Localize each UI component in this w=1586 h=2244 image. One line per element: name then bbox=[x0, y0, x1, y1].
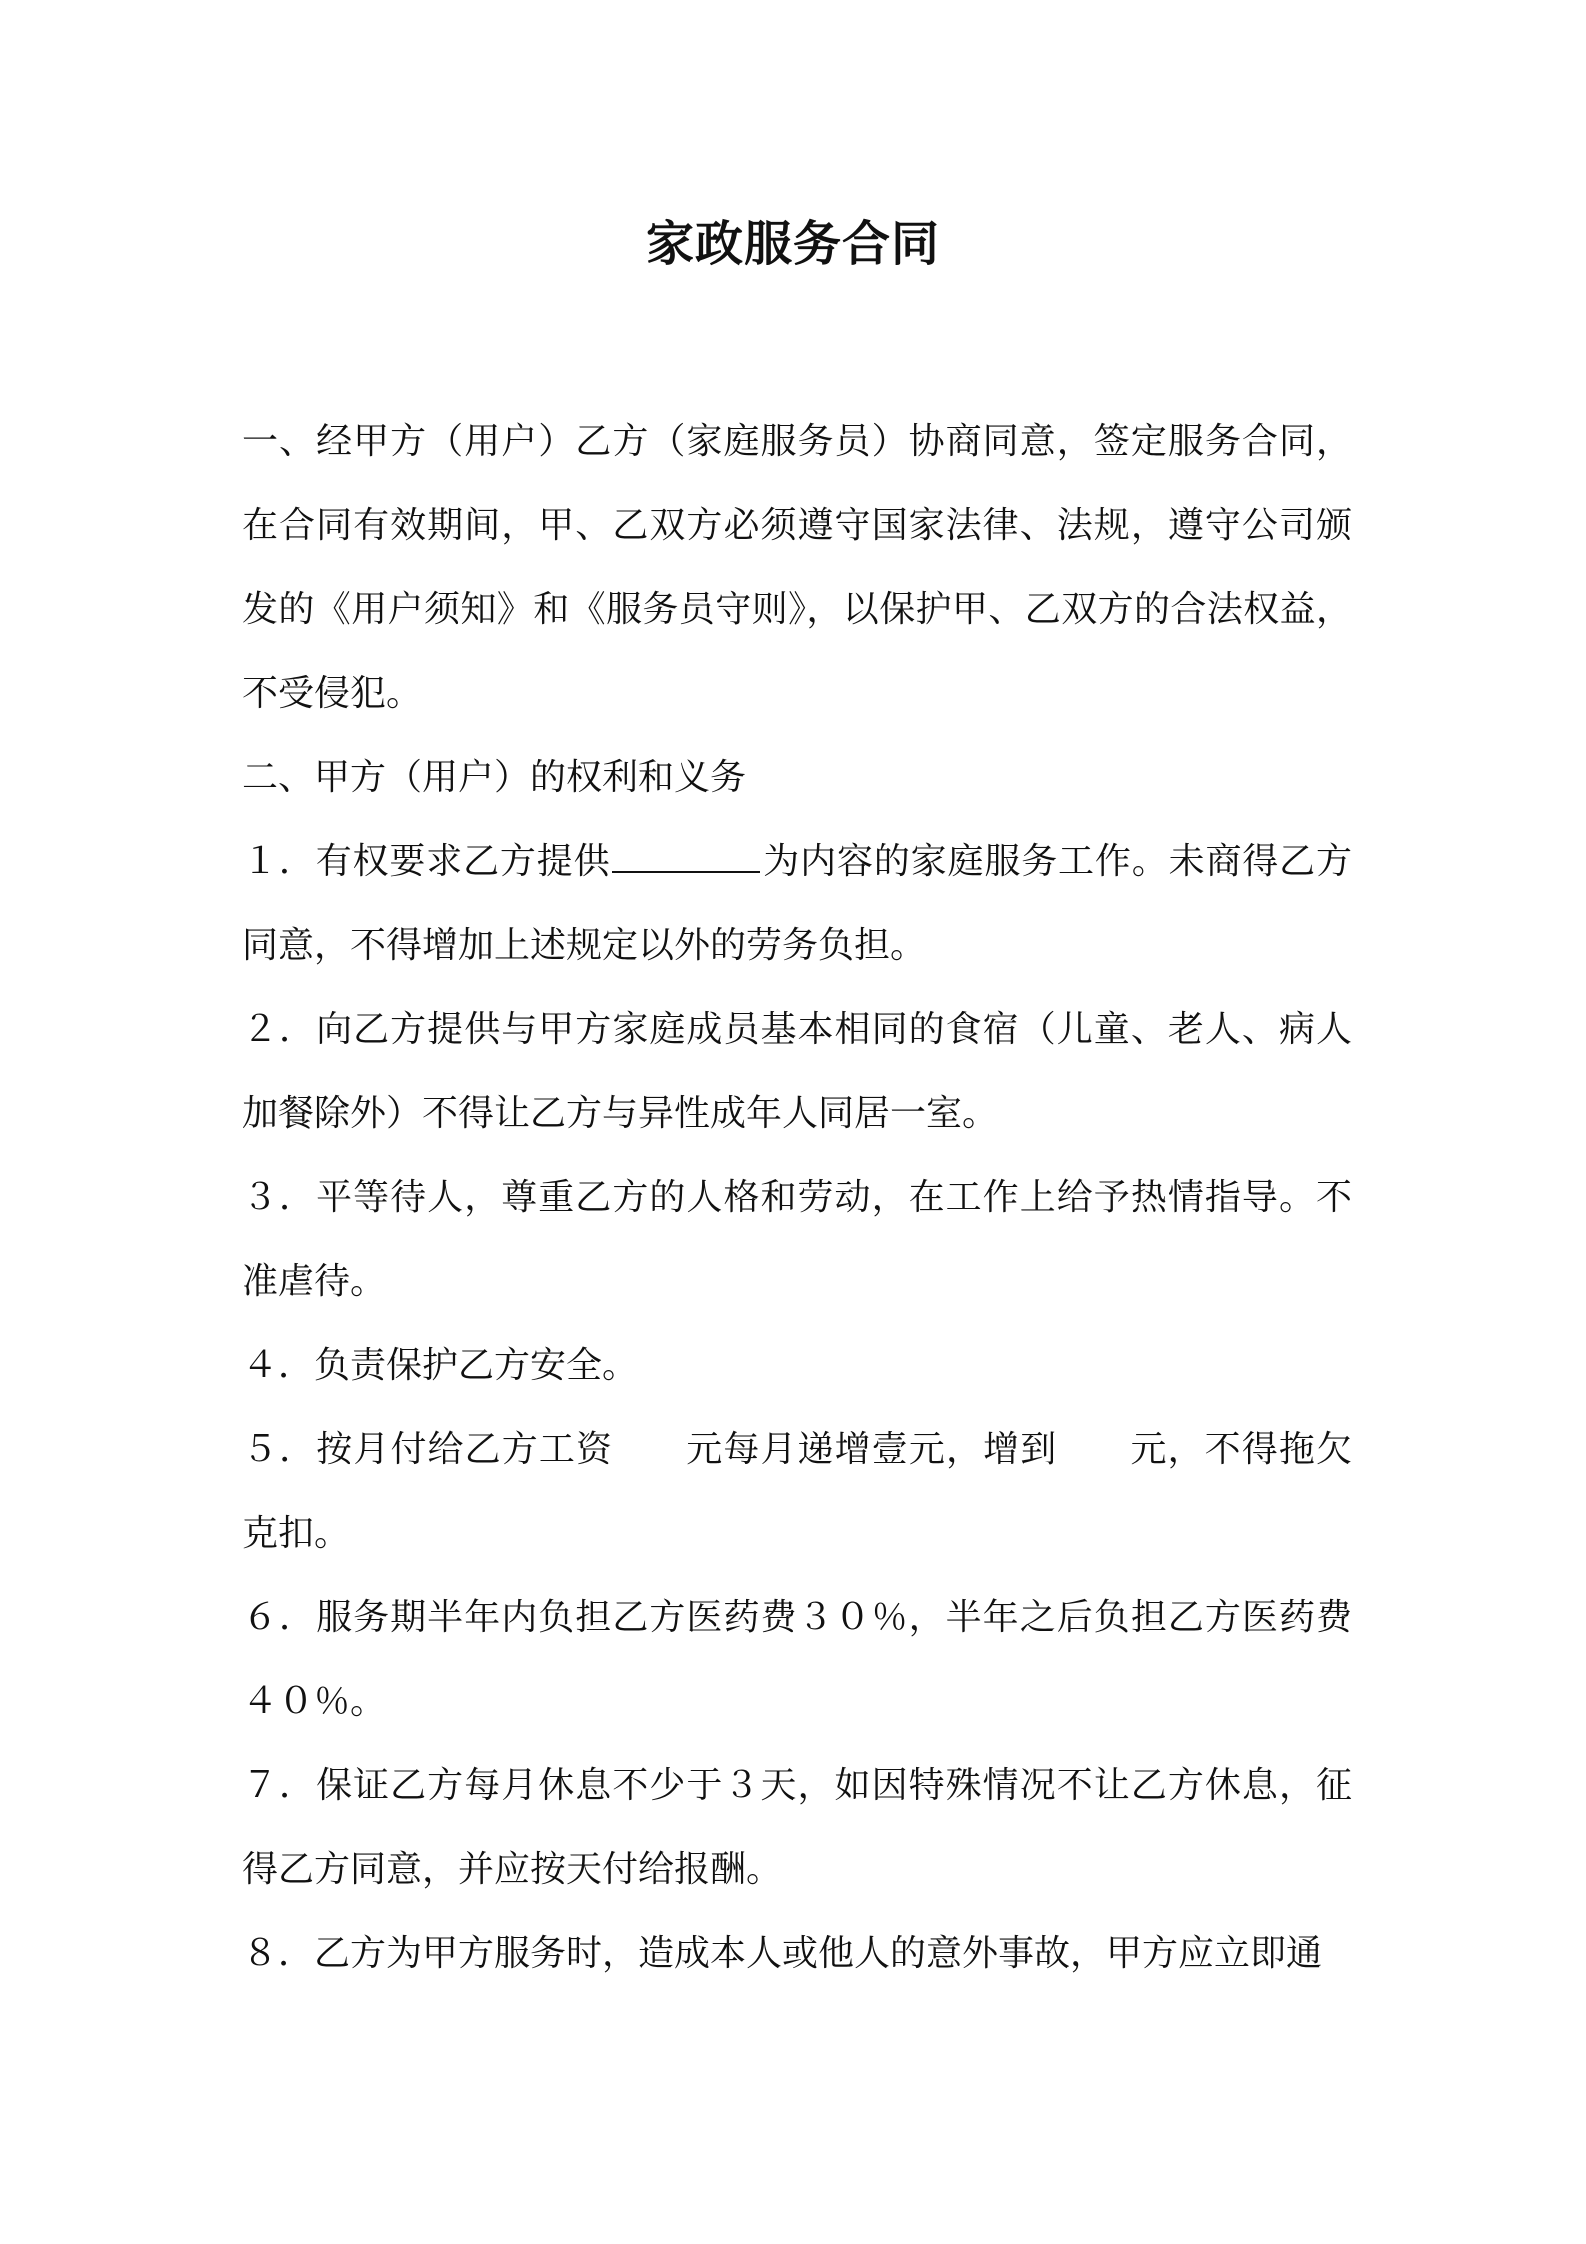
item-2-paragraph: ２．向乙方提供与甲方家庭成员基本相同的食宿（儿童、老人、病人加餐除外）不得让乙方与异性成年人同居一室。 bbox=[242, 1009, 1352, 1134]
item-5-text-part3: 元，不得拖欠克扣。 bbox=[242, 1429, 1352, 1554]
item-5-text-part2: 元每月递增壹元，增到 bbox=[685, 1429, 1058, 1470]
item-5-paragraph bbox=[242, 1408, 1352, 1576]
item-5-text-part1: ５．按月付给乙方工资 bbox=[242, 1429, 614, 1470]
item-1-paragraph bbox=[242, 820, 1352, 988]
item-7-paragraph: ７．保证乙方每月休息不少于３天，如因特殊情况不让乙方休息，征得乙方同意，并应按天付给报酬。 bbox=[242, 1765, 1352, 1890]
item-3-paragraph: ３．平等待人，尊重乙方的人格和劳动，在工作上给予热情指导。不准虐待。 bbox=[242, 1177, 1352, 1302]
item-1-text-after: 为内容的家庭服务工作。未商得乙方同意，不得增加上述规定以外的劳务负担。 bbox=[242, 841, 1352, 966]
document-body bbox=[242, 400, 1352, 1996]
fill-in-blank-line bbox=[612, 869, 760, 873]
item-4-paragraph: ４．负责保护乙方安全。 bbox=[242, 1345, 639, 1386]
document-title: 家政服务合同 bbox=[645, 216, 940, 272]
item-8-paragraph: ８．乙方为甲方服务时，造成本人或他人的意外事故，甲方应立即通 bbox=[242, 1933, 1323, 1974]
item-6-paragraph: ６．服务期半年内负担乙方医药费３０％，半年之后负担乙方医药费４０％。 bbox=[242, 1597, 1352, 1722]
item-1-text-before: １．有权要求乙方提供 bbox=[242, 841, 611, 882]
section-1-paragraph: 一、经甲方（用户）乙方（家庭服务员）协商同意，签定服务合同，在合同有效期间，甲、乙双方必须遵守国家法律、法规，遵守公司颁发的《用户须知》和《服务员守则》，以保护甲、乙双方的合法权益，不受侵犯。 bbox=[242, 421, 1352, 714]
section-2-heading: 二、甲方（用户）的权利和义务 bbox=[242, 757, 747, 798]
